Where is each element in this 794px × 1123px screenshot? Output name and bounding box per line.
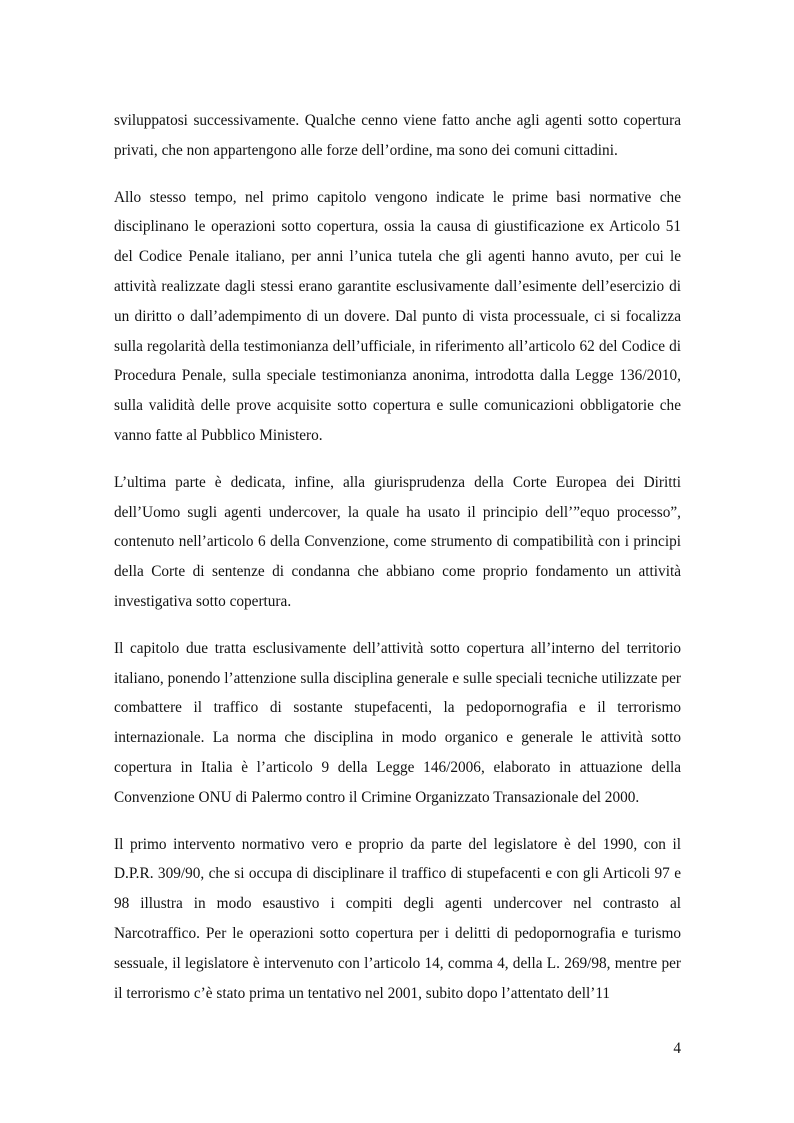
paragraph-4: Il capitolo due tratta esclusivamente dell’attività sotto copertura all’interno del territorio italiano, ponendo l’attenzione sulla disciplina generale e sulle speciali tecniche utilizzate per combattere il traffico di sostante stupefacenti, la pedopornografia e il terrorismo internazionale. La norma che disciplina in modo organico e generale le attività sotto copertura in Italia è l’articolo 9 della Legge 146/2006, elaborato in attuazione della Convenzione ONU di Palermo contro il Crimine Organizzato Transazionale del 2000. <box>114 639 681 806</box>
paragraph-3: L’ultima parte è dedicata, infine, alla giurisprudenza della Corte Europea dei Diritti dell’Uomo sugli agenti undercover, la quale ha usato il principio dell’”equo processo”, contenuto nell’articolo 6 della Convenzione, come strumento di compatibilità con i principi della Corte di sentenze di condanna che abbiano come proprio fondamento un attività investigativa sotto copertura. <box>114 473 681 610</box>
paragraph-2: Allo stesso tempo, nel primo capitolo vengono indicate le prime basi normative che disciplinano le operazioni sotto copertura, ossia la causa di giustificazione ex Articolo 51 del Codice Penale italiano, per anni l’unica tutela che gli agenti hanno avuto, per cui le attività realizzate dagli stessi erano garantite esclusivamente dall’esimente dell’esercizio di un diritto o dall’adempimento di un dovere. Dal punto di vista processuale, ci si focalizza sulla regolarità della testimonianza dell’ufficiale, in riferimento all’articolo 62 del Codice di Procedura Penale, sulla speciale testimonianza anonima, introdotta dalla Legge 136/2010, sulla validità delle prove acquisite sotto copertura e sulle comunicazioni obbligatorie che vanno fatte al Pubblico Ministero. <box>114 188 681 444</box>
page-number: 4 <box>673 1040 681 1057</box>
body-text <box>114 106 681 1025</box>
paragraph-5: Il primo intervento normativo vero e proprio da parte del legislatore è del 1990, con il D.P.R. 309/90, che si occupa di disciplinare il traffico di stupefacenti e con gli Articoli 97 e 98 illustra in modo esaustivo i compiti degli agenti undercover nel contrasto al Narcotraffico. Per le operazioni sotto copertura per i delitti di pedopornografia e turismo sessuale, il legislatore è intervenuto con l’articolo 14, comma 4, della L. 269/98, mentre per il terrorismo c’è stato prima un tentativo nel 2001, subito dopo l’attentato dell’11 <box>114 835 681 1002</box>
paragraph-1: sviluppatosi successivamente. Qualche cenno viene fatto anche agli agenti sotto copertura privati, che non appartengono alle forze dell’ordine, ma sono dei comuni cittadini. <box>114 112 681 159</box>
